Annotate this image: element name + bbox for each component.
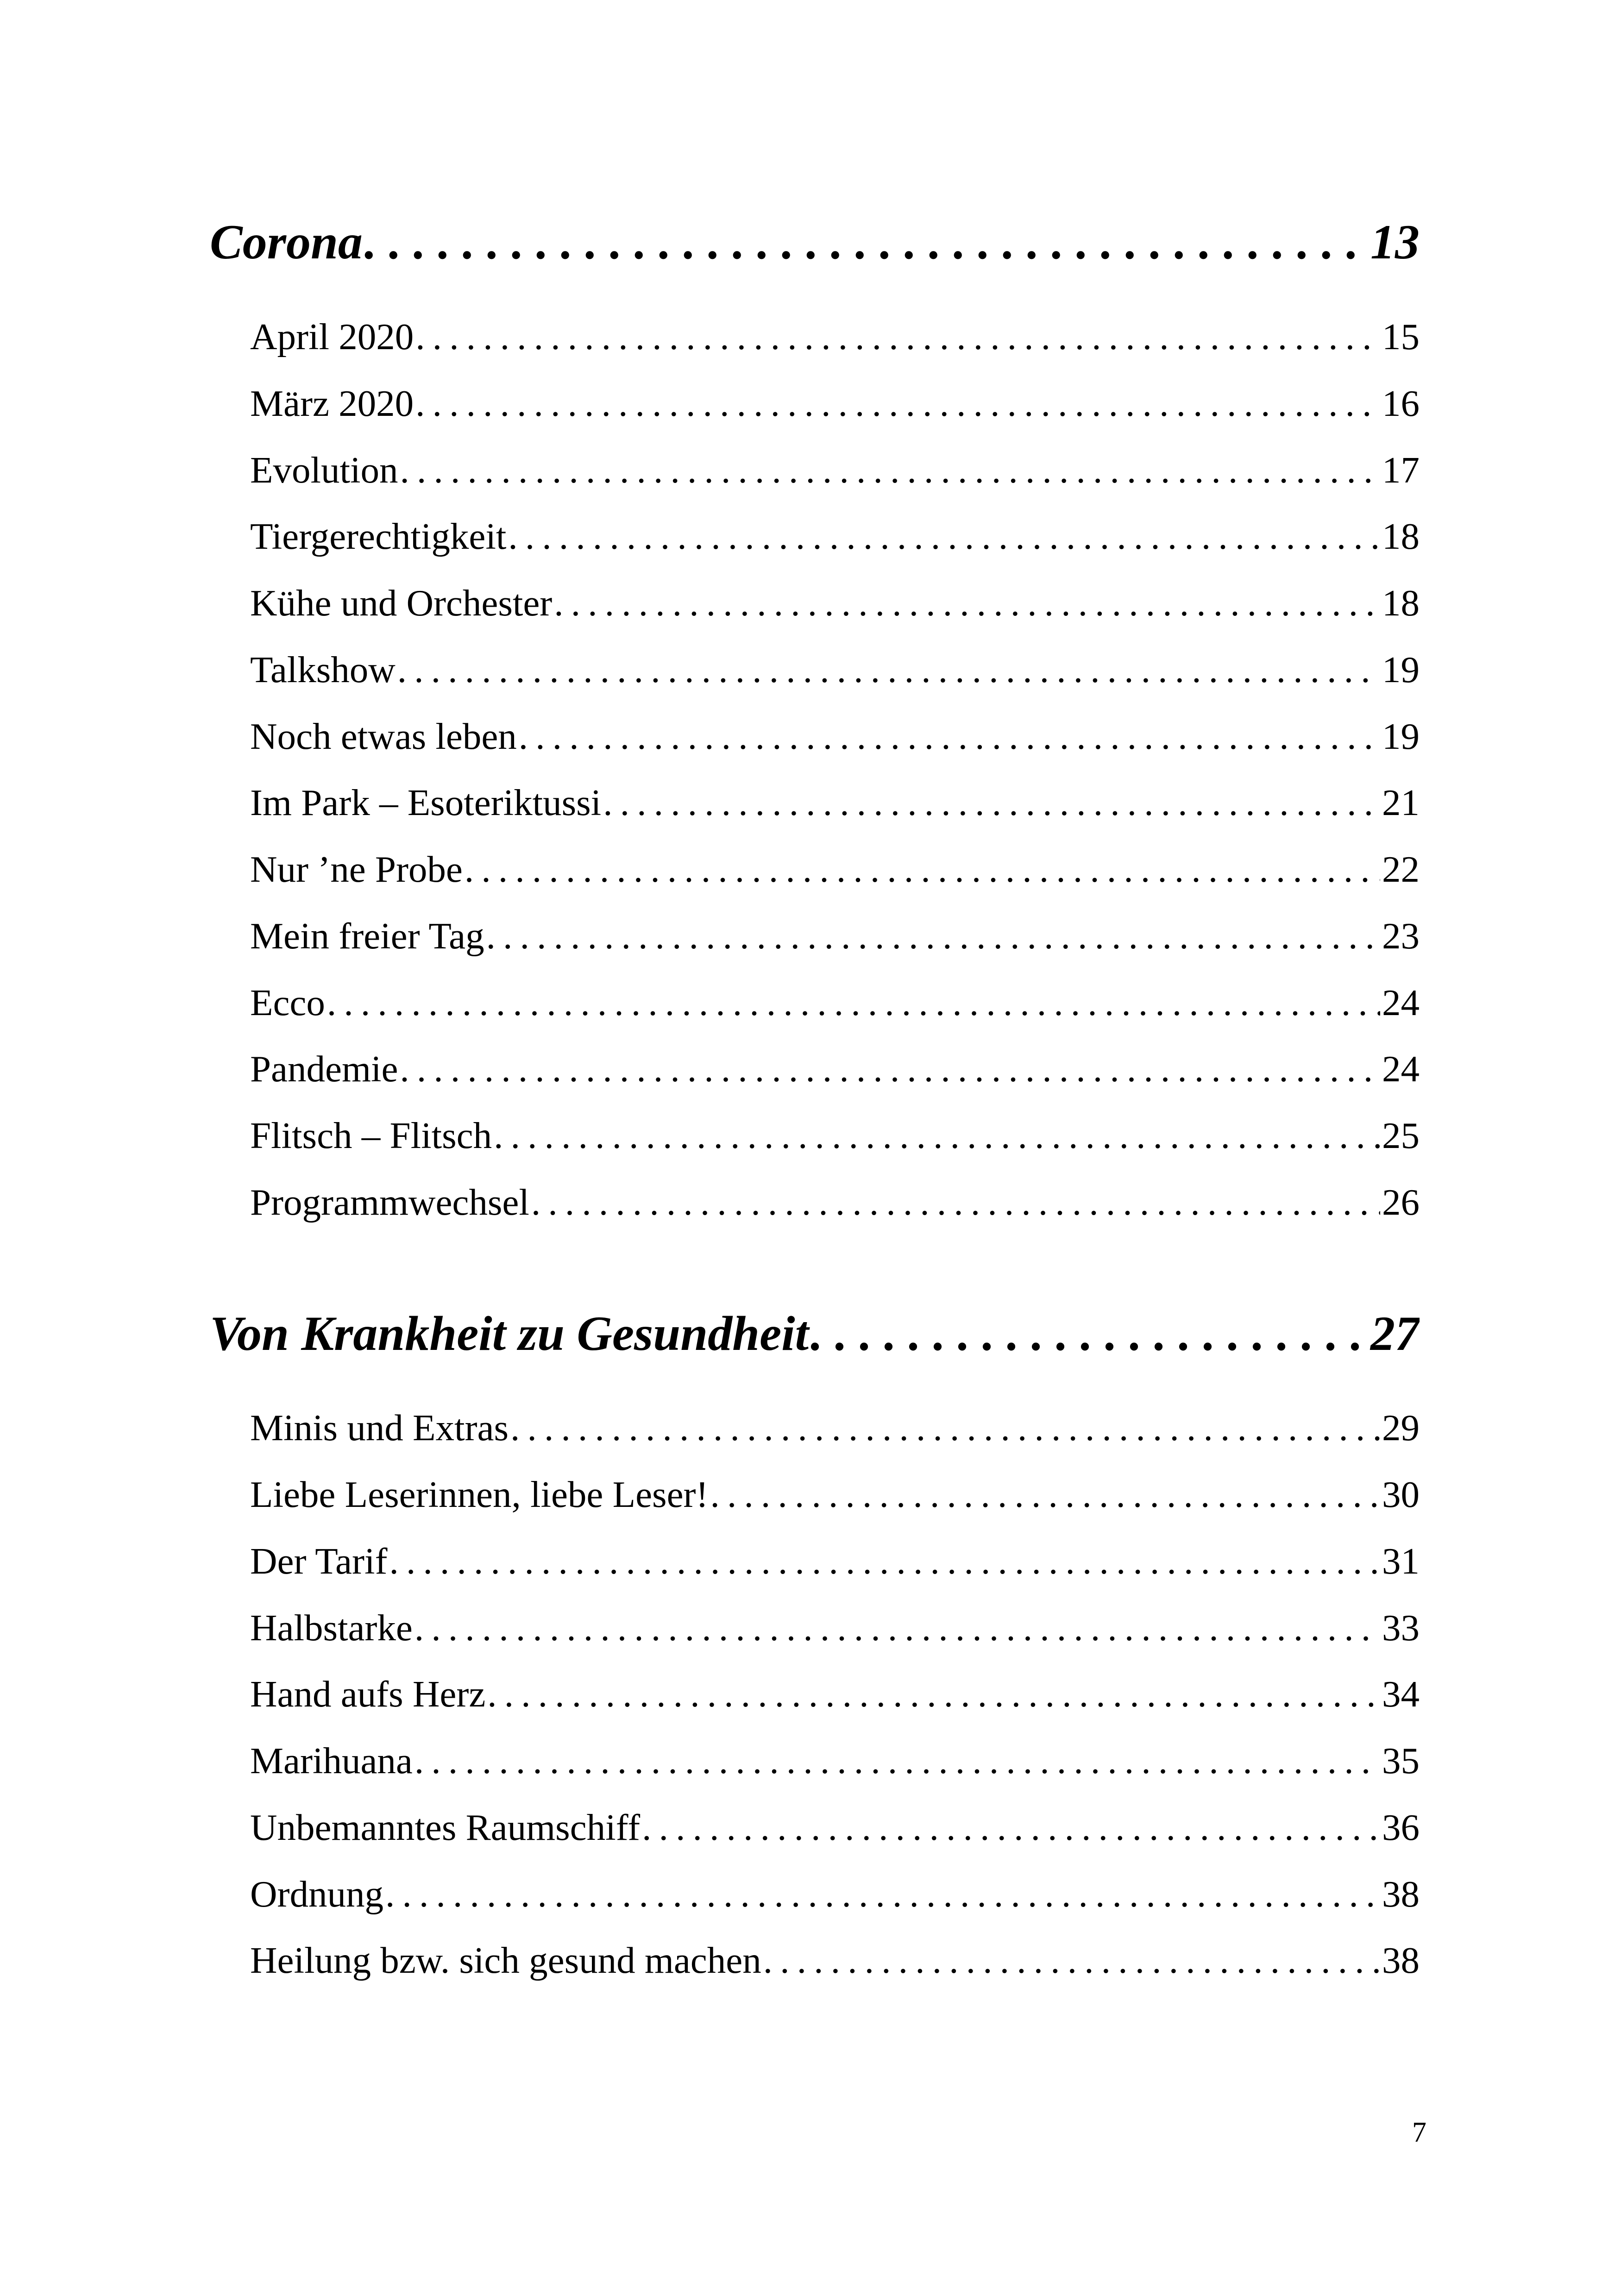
toc-entry[interactable]	[250, 315, 1420, 366]
dot-leader	[400, 1048, 1380, 1091]
entry-page-number: 25	[1382, 1115, 1420, 1156]
entry-title: Mein freier Tag	[250, 915, 484, 957]
entry-title: Flitsch – Flitsch	[250, 1115, 492, 1156]
dot-leader	[519, 715, 1380, 758]
toc-entry[interactable]	[250, 1873, 1420, 1924]
dot-leader	[486, 915, 1380, 958]
entry-page-number: 19	[1382, 715, 1420, 757]
dot-leader	[763, 1939, 1380, 1982]
entry-title: Tiergerechtigkeit	[250, 515, 507, 557]
toc-entry[interactable]	[250, 1739, 1420, 1790]
entry-title: Unbemanntes Raumschiff	[250, 1807, 641, 1848]
entry-title: Ecco	[250, 982, 325, 1023]
toc-chapter-corona[interactable]	[210, 214, 1420, 279]
chapter-title: Corona	[210, 215, 363, 269]
dot-leader	[487, 1673, 1380, 1716]
dot-leader	[510, 1406, 1380, 1449]
entry-title: Talkshow	[250, 649, 396, 690]
toc-entry[interactable]	[250, 1939, 1420, 1990]
toc-entry[interactable]	[250, 1181, 1420, 1232]
toc-entry[interactable]	[250, 981, 1420, 1032]
dot-leader	[642, 1806, 1380, 1849]
entry-page-number: 24	[1382, 1048, 1420, 1090]
entry-title: Programmwechsel	[250, 1181, 529, 1223]
dot-leader	[710, 1473, 1380, 1516]
entry-page-number: 18	[1382, 515, 1420, 557]
entry-page-number: 23	[1382, 915, 1420, 957]
entry-title: Der Tarif	[250, 1540, 388, 1582]
toc-entry[interactable]	[250, 1673, 1420, 1724]
dot-leader	[508, 515, 1380, 558]
dot-leader	[531, 1181, 1380, 1224]
dot-leader	[494, 1114, 1380, 1157]
entry-page-number: 24	[1382, 982, 1420, 1023]
entry-page-number: 17	[1382, 449, 1420, 491]
entry-title: Kühe und Orchester	[250, 582, 553, 624]
entry-title: Noch etwas leben	[250, 715, 517, 757]
toc-entry[interactable]	[250, 715, 1420, 766]
entry-page-number: 29	[1382, 1407, 1420, 1449]
toc-entry[interactable]	[250, 1540, 1420, 1591]
entry-title: Hand aufs Herz	[250, 1673, 486, 1715]
toc-entry[interactable]	[250, 449, 1420, 500]
dot-leader	[364, 214, 1369, 270]
toc-entry[interactable]	[250, 781, 1420, 832]
entry-title: Evolution	[250, 449, 398, 491]
toc-entry[interactable]	[250, 915, 1420, 966]
toc-entry[interactable]	[250, 1473, 1420, 1524]
chapter-page-number: 13	[1370, 215, 1420, 269]
entry-page-number: 34	[1382, 1673, 1420, 1715]
entry-page-number: 30	[1382, 1474, 1420, 1515]
toc-entry[interactable]	[250, 1606, 1420, 1657]
dot-leader	[603, 781, 1380, 824]
entry-title: Liebe Leserinnen, liebe Leser!	[250, 1474, 709, 1515]
chapter-page-number: 27	[1370, 1306, 1420, 1361]
toc-entry[interactable]	[250, 1048, 1420, 1098]
entry-page-number: 22	[1382, 848, 1420, 890]
entry-page-number: 21	[1382, 782, 1420, 823]
entry-title: Im Park – Esoteriktussi	[250, 782, 602, 823]
entry-page-number: 15	[1382, 316, 1420, 358]
chapter-title: Von Krankheit zu Gesundheit	[210, 1306, 809, 1361]
entry-title: Minis und Extras	[250, 1407, 509, 1449]
toc-entry[interactable]	[250, 582, 1420, 633]
entry-title: Marihuana	[250, 1740, 413, 1782]
toc-entry[interactable]	[250, 1114, 1420, 1165]
page-number: 7	[1412, 2117, 1426, 2148]
dot-leader	[415, 1739, 1380, 1782]
entry-page-number: 38	[1382, 1873, 1420, 1915]
dot-leader	[385, 1873, 1380, 1916]
entry-title: Halbstarke	[250, 1607, 413, 1649]
entry-page-number: 35	[1382, 1740, 1420, 1782]
dot-leader	[415, 382, 1380, 425]
dot-leader	[327, 981, 1380, 1024]
entry-page-number: 38	[1382, 1939, 1420, 1981]
entry-title: Heilung bzw. sich gesund machen	[250, 1939, 761, 1981]
entry-page-number: 26	[1382, 1181, 1420, 1223]
entry-page-number: 18	[1382, 582, 1420, 624]
dot-leader	[810, 1305, 1369, 1362]
entry-title: März 2020	[250, 383, 414, 424]
dot-leader	[415, 315, 1380, 358]
toc-entry[interactable]	[250, 648, 1420, 699]
toc-entry[interactable]	[250, 382, 1420, 433]
entry-page-number: 33	[1382, 1607, 1420, 1649]
entry-page-number: 19	[1382, 649, 1420, 690]
entry-title: April 2020	[250, 316, 414, 358]
entry-title: Pandemie	[250, 1048, 398, 1090]
toc-chapter-von-krankheit-zu-gesundheit[interactable]	[210, 1305, 1420, 1370]
dot-leader	[389, 1540, 1380, 1583]
dot-leader	[400, 449, 1381, 492]
dot-leader	[465, 848, 1380, 891]
toc-entry[interactable]	[250, 848, 1420, 899]
dot-leader	[397, 648, 1380, 691]
entry-page-number: 36	[1382, 1807, 1420, 1848]
entry-page-number: 31	[1382, 1540, 1420, 1582]
toc-entry[interactable]	[250, 515, 1420, 566]
dot-leader	[415, 1606, 1380, 1650]
toc-entry[interactable]	[250, 1806, 1420, 1857]
entry-title: Nur ’ne Probe	[250, 848, 463, 890]
toc-entry[interactable]	[250, 1406, 1420, 1457]
dot-leader	[554, 582, 1380, 625]
entry-page-number: 16	[1382, 383, 1420, 424]
entry-title: Ordnung	[250, 1873, 383, 1915]
